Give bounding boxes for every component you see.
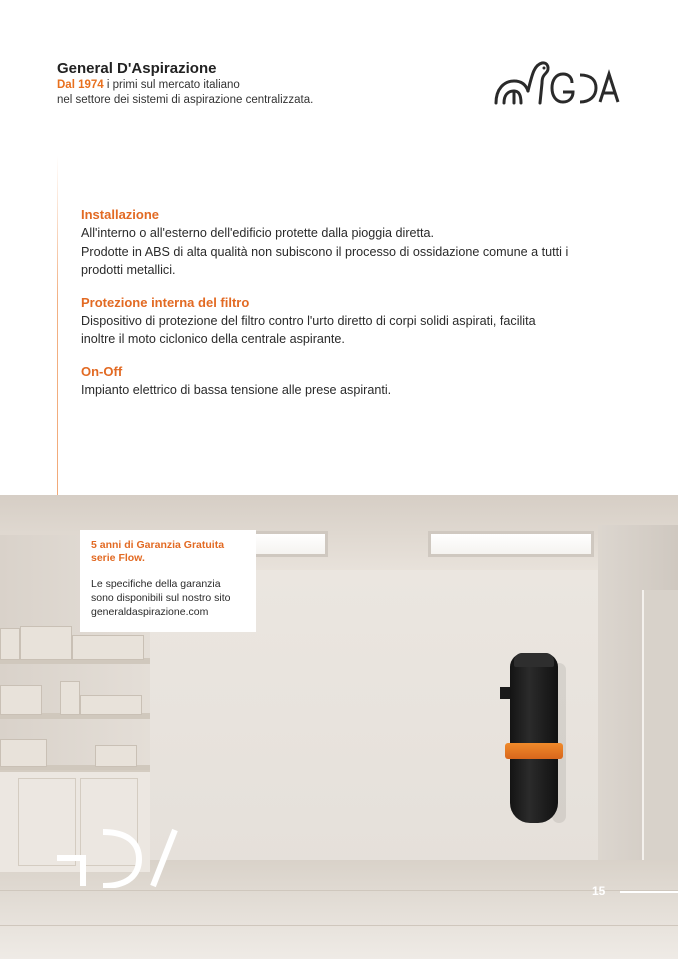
section-title: Protezione interna del filtro: [81, 294, 250, 310]
folded-towels: [72, 635, 144, 660]
section-installazione: [81, 207, 626, 280]
warranty-title: [91, 539, 244, 565]
section-title: On-Off: [81, 363, 123, 379]
decorative-vertical-line: [57, 155, 58, 515]
storage-box: [0, 628, 20, 660]
tagline: [57, 78, 313, 108]
tagline-year: Dal 1974: [57, 79, 104, 91]
central-vacuum-unit: [510, 653, 558, 823]
text-line: All'interno o all'esterno dell'edificio protette dalla pioggia diretta.: [81, 226, 435, 240]
text-line: inoltre il moto ciclonico della centrale aspirante.: [81, 332, 345, 346]
section-text: [81, 312, 626, 349]
warranty-title-line: serie Flow.: [91, 552, 145, 564]
floor-tile-line: [0, 890, 678, 891]
storage-box: [0, 685, 42, 715]
elephant-logo-icon: [492, 55, 622, 110]
warranty-text-line: sono disponibili sul nostro sito: [91, 592, 231, 604]
storage-box: [0, 739, 47, 767]
storage-box: [20, 626, 72, 660]
brand-name: General D'Aspirazione: [57, 60, 217, 77]
warranty-card: [80, 530, 256, 632]
vacuum-top-cap: [514, 653, 554, 667]
text-line: Impianto elettrico di bassa tensione alle prese aspiranti.: [81, 382, 392, 397]
tagline-line1: i primi sul mercato italiano: [103, 79, 240, 91]
skylight: [428, 531, 594, 557]
jar: [95, 745, 137, 767]
warranty-text: [91, 577, 244, 619]
warranty-title-line: 5 anni di Garanzia Gratuita: [91, 539, 225, 551]
text-line: Prodotte in ABS di alta qualità non subiscono il processo di ossidazione comune a tutti i: [81, 244, 569, 259]
section-on-off: [81, 364, 626, 400]
jar: [60, 681, 80, 715]
section-protezione-filtro: [81, 295, 626, 349]
text-line: Dispositivo di protezione del filtro contro l'urto diretto di corpi solidi aspirati, facilita: [81, 313, 536, 328]
tagline-line2: nel settore dei sistemi di aspirazione centralizzata.: [57, 94, 314, 106]
floor-tile-line: [0, 925, 678, 926]
warranty-website: generaldaspirazione.com: [91, 606, 209, 618]
section-text: [81, 381, 626, 400]
section-text: [81, 224, 626, 280]
skylight: [250, 531, 328, 557]
page-number: 15: [592, 884, 606, 898]
header: [57, 60, 313, 108]
gda-monogram-icon: [55, 828, 180, 888]
section-title: Installazione: [81, 207, 160, 222]
feature-list: [81, 207, 626, 414]
folded-towels: [80, 695, 142, 715]
text-line: prodotti metallici.: [81, 263, 176, 277]
door: [642, 590, 678, 860]
page-number-line: [620, 891, 678, 893]
vacuum-orange-band: [505, 743, 563, 759]
warranty-text-line: Le specifiche della garanzia: [91, 578, 221, 590]
